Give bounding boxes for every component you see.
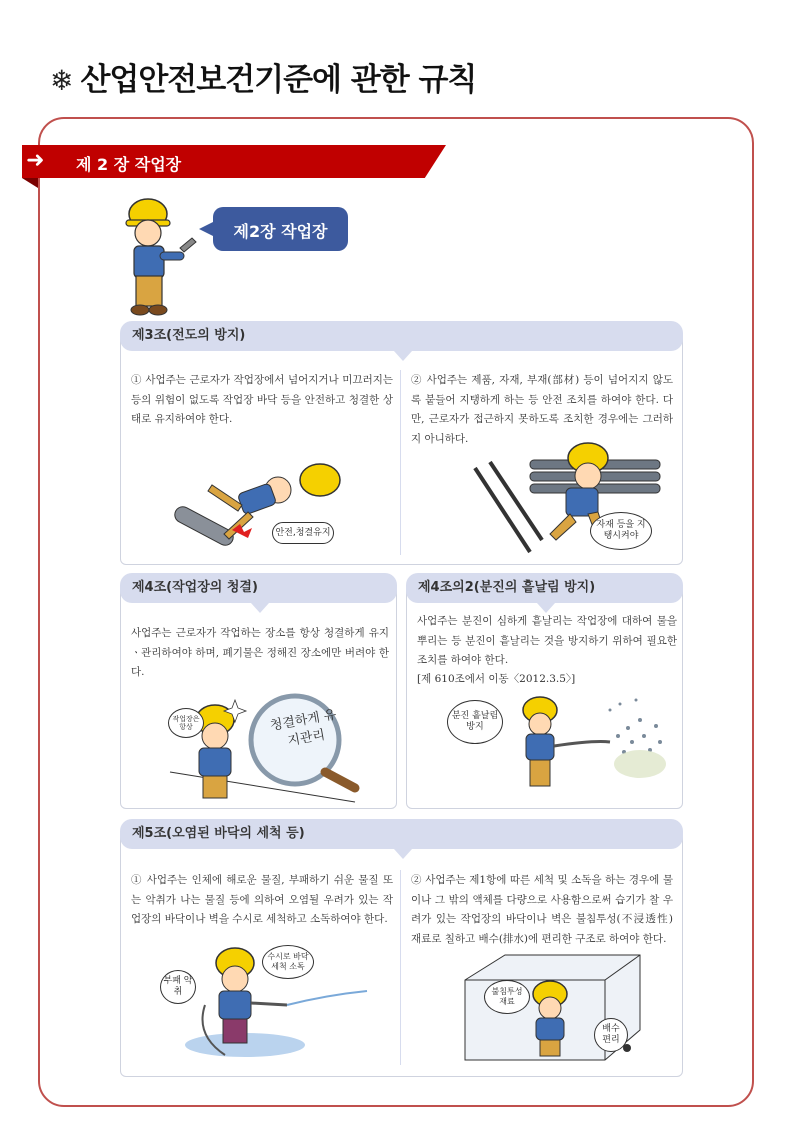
article-3-para-1: ① 사업주는 근로자가 작업장에서 넘어지거나 미끄러지는 등의 위험이 없도록 작업장 바닥 등을 안전하고 청결한 상태로 유지하여야 한다. xyxy=(131,374,393,425)
waterproof-room-illustration xyxy=(455,950,655,1065)
divider xyxy=(400,870,401,1065)
caption-dust-prevention: 분진 흩날림 방지 xyxy=(447,700,503,744)
caption-drainage: 배수 편리 xyxy=(594,1018,628,1052)
speech-text: 제2장 작업장 xyxy=(233,222,328,241)
article-3-para-2: ② 사업주는 제품, 자재, 부재(部材) 등이 넘어지지 않도록 붙들어 지탱하게 하는 등 안전 조치를 하여야 한다. 다만, 근로자가 접근하지 못하도록 조치한 경우에는 그러하지 아니하다. xyxy=(411,374,673,445)
snowflake-icon: ❄ xyxy=(50,64,73,97)
caption-safety-clean: 안전,청결유지 xyxy=(272,522,334,544)
article-5-para-1: ① 사업주는 인체에 해로운 물질, 부패하기 쉬운 물질 또는 악취가 나는 물질 등에 의하여 오염될 우려가 있는 작업장의 바닥이나 벽을 수시로 세척하고 소독하여야 한다. xyxy=(131,874,393,925)
heading-tail xyxy=(394,351,412,361)
ribbon-fold xyxy=(22,178,38,188)
article-5-para-2: ② 사업주는 제1항에 따른 세척 및 소독을 하는 경우에 물이나 그 밖의 액체를 다량으로 사용함으로써 습기가 찰 우려가 있는 작업장의 바닥이나 벽은 불침투성(不浸透性) 재료로 칠하고 배수(排水)에 편리한 구조로 하여야 한다. xyxy=(411,874,673,945)
worker-wrench-illustration xyxy=(118,190,198,322)
caption-support-materials: 자재 등을 지탱시켜야 xyxy=(590,512,652,550)
article-4-para-1: 사업주는 근로자가 작업하는 장소를 항상 청결하게 유지ㆍ관리하여야 하며, 폐기물은 정해진 장소에만 버려야 한다. xyxy=(131,627,389,678)
caption-waterproof-material: 불침투성 재료 xyxy=(484,980,530,1014)
chapter-label: 제 2 장 작업장 xyxy=(76,155,182,174)
page-title xyxy=(50,54,476,99)
caption-always-workplace: 작업장은 항상 xyxy=(168,708,204,738)
heading-tail xyxy=(251,603,269,613)
arrow-right-icon: ➜ xyxy=(26,148,45,173)
article-3-heading-text: 제3조(전도의 방지) xyxy=(132,328,246,343)
caption-decay-odor: 부패 악취 xyxy=(160,970,196,1004)
article-4-heading-text: 제4조(작업장의 청결) xyxy=(132,580,258,595)
water-spray-worker-illustration xyxy=(500,690,670,800)
page-title-text: 산업안전보건기준에 관한 규칙 xyxy=(80,62,477,98)
article-4-2-heading-text: 제4조의2(분진의 흩날림 방지) xyxy=(418,580,596,595)
article-5-heading xyxy=(120,819,683,849)
magnifier-text: 청결하게 유지관리 xyxy=(269,707,338,750)
caption-frequent-wash: 수시로 바닥 세척 소독 xyxy=(262,945,314,979)
article-4-2-para-2: [제 610조에서 이동〈2012.3.5〉] xyxy=(417,673,576,685)
article-4-2-heading xyxy=(406,573,683,603)
divider xyxy=(400,370,401,555)
article-4-heading xyxy=(120,573,397,603)
article-3-heading xyxy=(120,321,683,351)
article-5-heading-text: 제5조(오염된 바닥의 세척 등) xyxy=(132,826,305,841)
heading-tail xyxy=(394,849,412,859)
article-4-2-para-1: 사업주는 분진이 심하게 흩날리는 작업장에 대하여 물을 뿌리는 등 분진이 흩날리는 것을 방지하기 위하여 필요한 조치를 하여야 한다. xyxy=(417,615,677,666)
chapter-speech-bubble xyxy=(213,207,348,251)
